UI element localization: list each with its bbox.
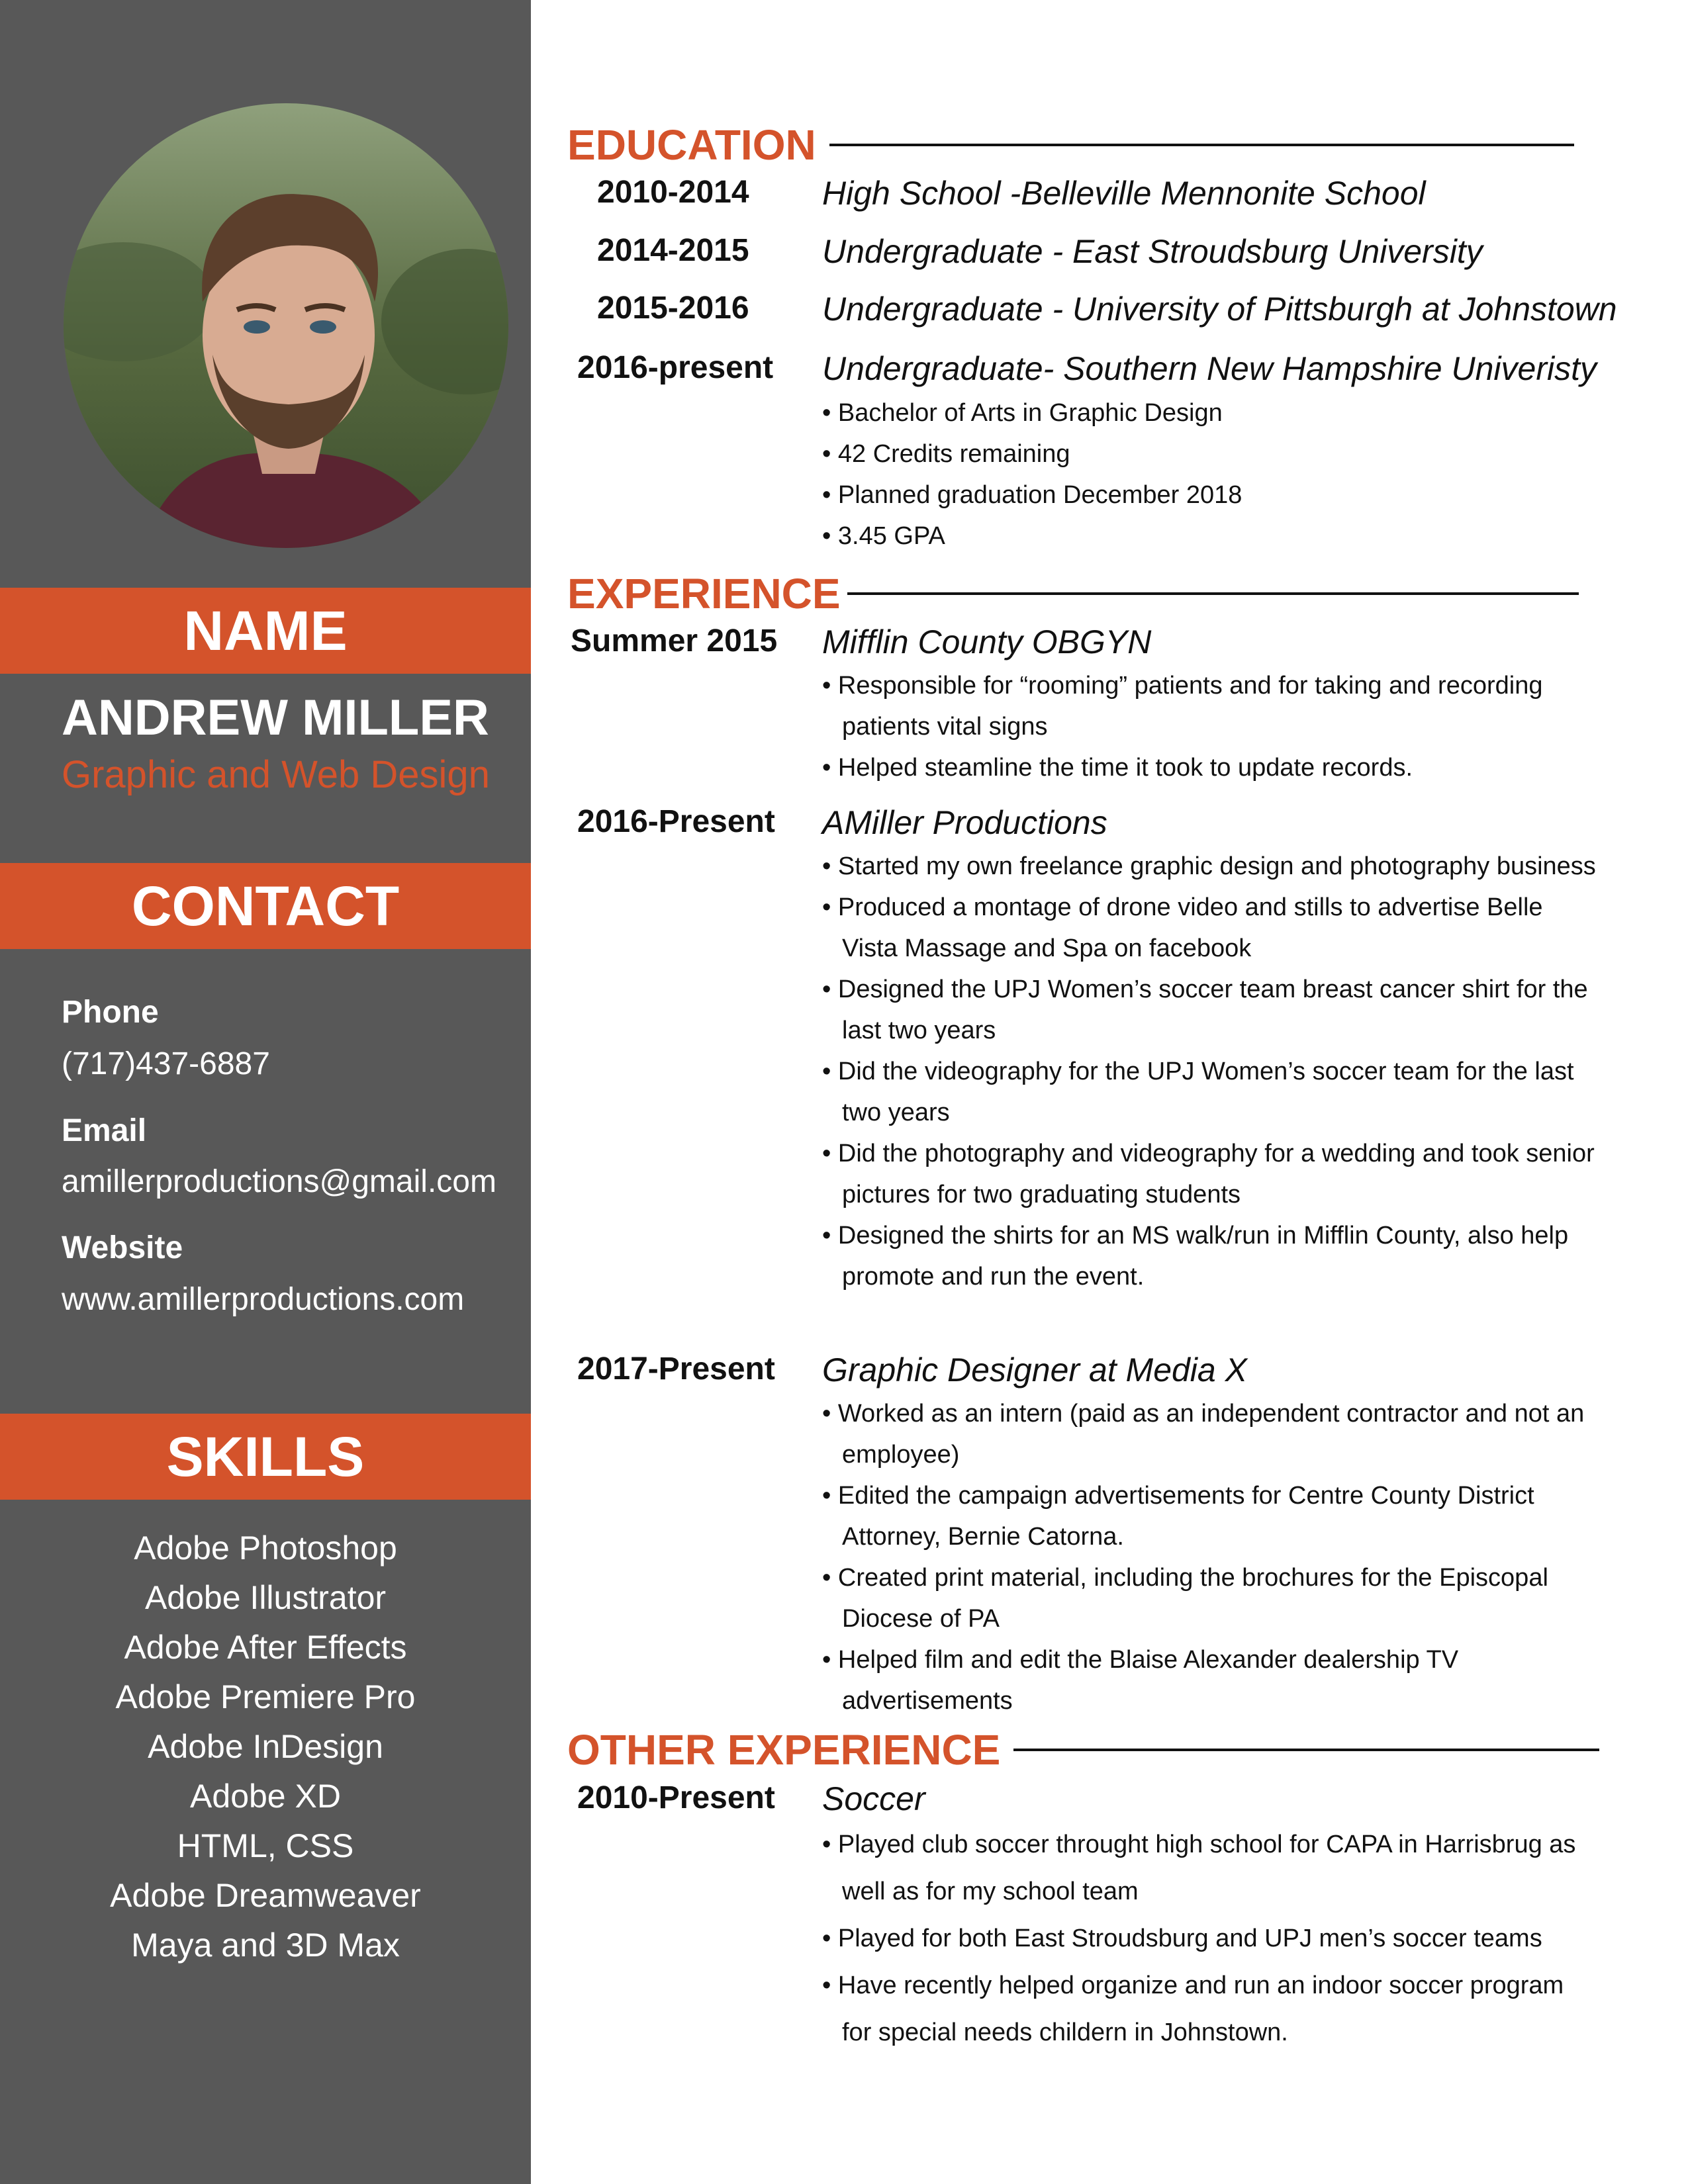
experience-title: AMiller Productions xyxy=(822,804,1107,841)
bullet-item: • Played club soccer throught high school for CAPA in Harrisbrug as well as for my school team xyxy=(822,1821,1597,1915)
main-content xyxy=(531,0,1688,2184)
experience-title: Mifflin County OBGYN xyxy=(822,623,1152,660)
bullet-item: • Created print material, including the brochures for the Episcopal Diocese of PA xyxy=(822,1557,1597,1639)
section-divider xyxy=(829,144,1574,146)
contact-band xyxy=(0,863,531,949)
bullet-item: • Worked as an intern (paid as an independent contractor and not an employee) xyxy=(822,1393,1597,1475)
bullet-item: • Played for both East Stroudsburg and UPJ men’s soccer teams xyxy=(822,1915,1597,1962)
education-title: Undergraduate - University of Pittsburgh at Johnstown xyxy=(822,291,1617,328)
experience-title: Graphic Designer at Media X xyxy=(822,1351,1247,1388)
skill-item: Adobe After Effects xyxy=(124,1629,407,1666)
full-name: ANDREW MILLER xyxy=(62,690,489,746)
bullet-item: • Did the videography for the UPJ Women’s soccer team for the last two years xyxy=(822,1051,1597,1133)
education-title: High School -Belleville Mennonite School xyxy=(822,175,1426,212)
skill-item: Adobe Photoshop xyxy=(134,1529,397,1567)
other-experience-date: 2010-Present xyxy=(577,1780,775,1815)
education-title: Undergraduate- Southern New Hampshire Univeristy xyxy=(822,350,1597,387)
experience-bullets xyxy=(822,665,1597,788)
bullet-item: • 3.45 GPA xyxy=(822,516,1597,557)
education-date: 2015-2016 xyxy=(597,291,749,326)
profile-photo-illustration xyxy=(64,103,508,548)
phone-value: (717)437-6887 xyxy=(62,1046,270,1081)
other-experience-title: Soccer xyxy=(822,1780,925,1817)
bullet-item: • Have recently helped organize and run an indoor soccer program for special needs childern in Johnstown. xyxy=(822,1962,1597,2056)
bullet-item: • Planned graduation December 2018 xyxy=(822,475,1597,516)
bullet-item: • Helped steamline the time it took to update records. xyxy=(822,747,1597,788)
bullet-item: • Designed the UPJ Women’s soccer team breast cancer shirt for the last two years xyxy=(822,969,1597,1051)
bullet-item: • 42 Credits remaining xyxy=(822,433,1597,475)
experience-date: 2017-Present xyxy=(577,1351,775,1387)
other-experience-heading: OTHER EXPERIENCE xyxy=(567,1726,1001,1774)
email-label: Email xyxy=(62,1113,147,1148)
name-band xyxy=(0,588,531,674)
skill-item: Maya and 3D Max xyxy=(131,1927,400,1964)
bullet-item: • Did the photography and videography for a wedding and took senior pictures for two graduating students xyxy=(822,1133,1597,1215)
website-value: www.amillerproductions.com xyxy=(62,1282,465,1317)
education-date: 2016-present xyxy=(577,350,774,385)
role-title: Graphic and Web Design xyxy=(62,753,490,796)
education-bullets xyxy=(822,392,1597,557)
skill-item: Adobe XD xyxy=(190,1778,341,1815)
education-header xyxy=(567,120,1688,169)
profile-photo xyxy=(64,103,508,548)
bullet-item: • Bachelor of Arts in Graphic Design xyxy=(822,392,1597,433)
bullet-item: • Responsible for “rooming” patients and for taking and recording patients vital signs xyxy=(822,665,1597,747)
skill-item: Adobe Dreamweaver xyxy=(110,1877,421,1914)
experience-header xyxy=(567,569,1688,618)
education-date: 2010-2014 xyxy=(597,175,749,210)
other-experience-bullets xyxy=(822,1821,1597,2056)
phone-label: Phone xyxy=(62,995,159,1030)
name-heading: NAME xyxy=(183,600,348,662)
skills-list xyxy=(0,1524,531,1970)
email-value: amillerproductions@gmail.com xyxy=(62,1164,496,1199)
skill-item: HTML, CSS xyxy=(177,1827,354,1864)
skills-heading: SKILLS xyxy=(166,1426,365,1488)
skill-item: Adobe Illustrator xyxy=(144,1579,387,1616)
education-title: Undergraduate - East Stroudsburg University xyxy=(822,233,1483,270)
experience-heading: EXPERIENCE xyxy=(567,570,841,617)
experience-date: Summer 2015 xyxy=(571,623,778,659)
bullet-item: • Started my own freelance graphic design and photography business xyxy=(822,846,1597,887)
sidebar xyxy=(0,0,531,2184)
experience-bullets xyxy=(822,846,1597,1297)
contact-heading: CONTACT xyxy=(131,875,400,937)
section-divider xyxy=(1013,1749,1599,1751)
bullet-item: • Helped film and edit the Blaise Alexander dealership TV advertisements xyxy=(822,1639,1597,1721)
skill-item: Adobe InDesign xyxy=(148,1728,383,1765)
education-heading: EDUCATION xyxy=(567,121,816,169)
experience-bullets xyxy=(822,1393,1597,1721)
skills-band xyxy=(0,1414,531,1500)
other-experience-header xyxy=(567,1725,1688,1774)
education-date: 2014-2015 xyxy=(597,233,749,268)
bullet-item: • Produced a montage of drone video and stills to advertise Belle Vista Massage and Spa on facebook xyxy=(822,887,1597,969)
skill-item: Adobe Premiere Pro xyxy=(115,1678,416,1715)
website-label: Website xyxy=(62,1230,183,1265)
experience-date: 2016-Present xyxy=(577,804,775,839)
bullet-item: • Designed the shirts for an MS walk/run in Mifflin County, also help promote and run the event. xyxy=(822,1215,1597,1297)
bullet-item: • Edited the campaign advertisements for Centre County District Attorney, Bernie Catorna. xyxy=(822,1475,1597,1557)
section-divider xyxy=(847,592,1579,595)
